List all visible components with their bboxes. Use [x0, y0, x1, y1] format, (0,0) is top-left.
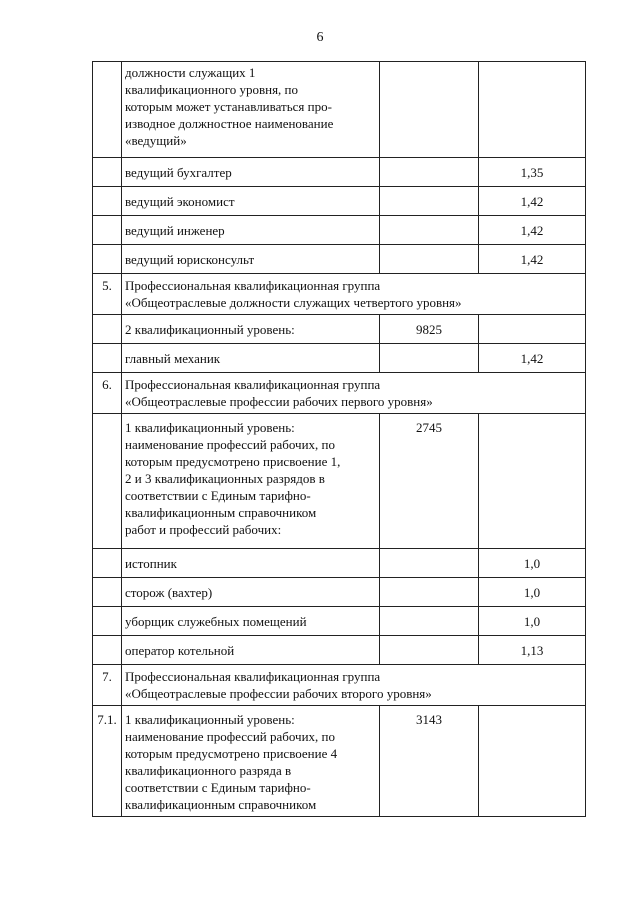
coefficient-cell — [479, 414, 586, 549]
salary-cell: 2745 — [380, 414, 479, 549]
position-name — [122, 62, 380, 158]
coefficient-cell — [479, 315, 586, 344]
table-row — [93, 607, 586, 636]
row-number: 6. — [93, 373, 122, 414]
salary-cell — [380, 158, 479, 187]
text-line: наименование профессий рабочих, по — [125, 437, 335, 452]
group-title — [122, 665, 586, 706]
position-name: оператор котельной — [122, 636, 380, 665]
page-number: 6 — [316, 30, 324, 45]
table-row — [93, 158, 586, 187]
text-line: соответствии с Единым тарифно- — [125, 780, 311, 795]
row-number: 7.1. — [93, 706, 122, 817]
row-number — [93, 607, 122, 636]
salary-cell — [380, 62, 479, 158]
text-line: 1 квалификационный уровень: — [125, 420, 295, 435]
text-line: Профессиональная квалификационная группа — [125, 278, 381, 293]
position-name — [122, 414, 380, 549]
coefficient-cell: 1,0 — [479, 549, 586, 578]
salary-cell — [380, 607, 479, 636]
group-header-row — [93, 665, 586, 706]
position-name: истопник — [122, 549, 380, 578]
row-number — [93, 414, 122, 549]
coefficient-cell: 1,0 — [479, 578, 586, 607]
text-line: которым предусмотрено присвоение 1, — [125, 454, 341, 469]
salary-cell — [380, 549, 479, 578]
table-row — [93, 245, 586, 274]
row-number — [93, 158, 122, 187]
table-row — [93, 216, 586, 245]
text-line: «Общеотраслевые профессии рабочих первого уровня» — [125, 394, 433, 409]
row-number: 5. — [93, 274, 122, 315]
row-number — [93, 578, 122, 607]
table-row — [93, 706, 586, 817]
coefficient-cell — [479, 62, 586, 158]
coefficient-cell: 1,42 — [479, 344, 586, 373]
salary-cell — [380, 187, 479, 216]
position-name: ведущий бухгалтер — [122, 158, 380, 187]
text-line: работ и профессий рабочих: — [125, 522, 282, 537]
salary-cell — [380, 245, 479, 274]
table-row — [93, 344, 586, 373]
text-line: наименование профессий рабочих, по — [125, 729, 335, 744]
text-line: соответствии с Единым тарифно- — [125, 488, 311, 503]
coefficient-cell: 1,42 — [479, 216, 586, 245]
text-line: которым предусмотрено присвоение 4 — [125, 746, 338, 761]
text-line: должности служащих 1 — [125, 65, 256, 80]
text-line: «Общеотраслевые профессии рабочих второго уровня» — [125, 686, 432, 701]
coefficient-cell: 1,42 — [479, 245, 586, 274]
table-row — [93, 62, 586, 158]
row-number — [93, 315, 122, 344]
row-number — [93, 344, 122, 373]
table-row — [93, 578, 586, 607]
table-row — [93, 636, 586, 665]
position-name: 2 квалификационный уровень: — [122, 315, 380, 344]
group-title — [122, 373, 586, 414]
table-row — [93, 414, 586, 549]
text-line: квалификационным справочником — [125, 797, 317, 812]
salary-cell — [380, 216, 479, 245]
text-line: «ведущий» — [125, 133, 187, 148]
coefficient-cell: 1,42 — [479, 187, 586, 216]
salary-table — [92, 61, 586, 817]
salary-cell: 9825 — [380, 315, 479, 344]
text-line: Профессиональная квалификационная группа — [125, 669, 381, 684]
salary-cell — [380, 344, 479, 373]
table-row — [93, 315, 586, 344]
coefficient-cell — [479, 706, 586, 817]
coefficient-cell: 1,13 — [479, 636, 586, 665]
group-header-row — [93, 274, 586, 315]
row-number — [93, 62, 122, 158]
row-number: 7. — [93, 665, 122, 706]
coefficient-cell: 1,35 — [479, 158, 586, 187]
text-line: квалификационного уровня, по — [125, 82, 298, 97]
table-row — [93, 549, 586, 578]
salary-cell: 3143 — [380, 706, 479, 817]
position-name: сторож (вахтер) — [122, 578, 380, 607]
row-number — [93, 216, 122, 245]
position-name: ведущий экономист — [122, 187, 380, 216]
position-name: уборщик служебных помещений — [122, 607, 380, 636]
position-name: главный механик — [122, 344, 380, 373]
text-line: изводное должностное наименование — [125, 116, 334, 131]
coefficient-cell: 1,0 — [479, 607, 586, 636]
text-line: 1 квалификационный уровень: — [125, 712, 295, 727]
table-row — [93, 187, 586, 216]
text-line: «Общеотраслевые должности служащих четвертого уровня» — [125, 295, 462, 310]
position-name: ведущий инженер — [122, 216, 380, 245]
group-title — [122, 274, 586, 315]
group-header-row — [93, 373, 586, 414]
text-line: квалификационного разряда в — [125, 763, 292, 778]
row-number — [93, 245, 122, 274]
position-name — [122, 706, 380, 817]
salary-cell — [380, 578, 479, 607]
salary-cell — [380, 636, 479, 665]
row-number — [93, 549, 122, 578]
text-line: 2 и 3 квалификационных разрядов в — [125, 471, 325, 486]
row-number — [93, 187, 122, 216]
text-line: квалификационным справочником — [125, 505, 317, 520]
position-name: ведущий юрисконсульт — [122, 245, 380, 274]
text-line: которым может устанавливаться про- — [125, 99, 332, 114]
row-number — [93, 636, 122, 665]
text-line: Профессиональная квалификационная группа — [125, 377, 381, 392]
